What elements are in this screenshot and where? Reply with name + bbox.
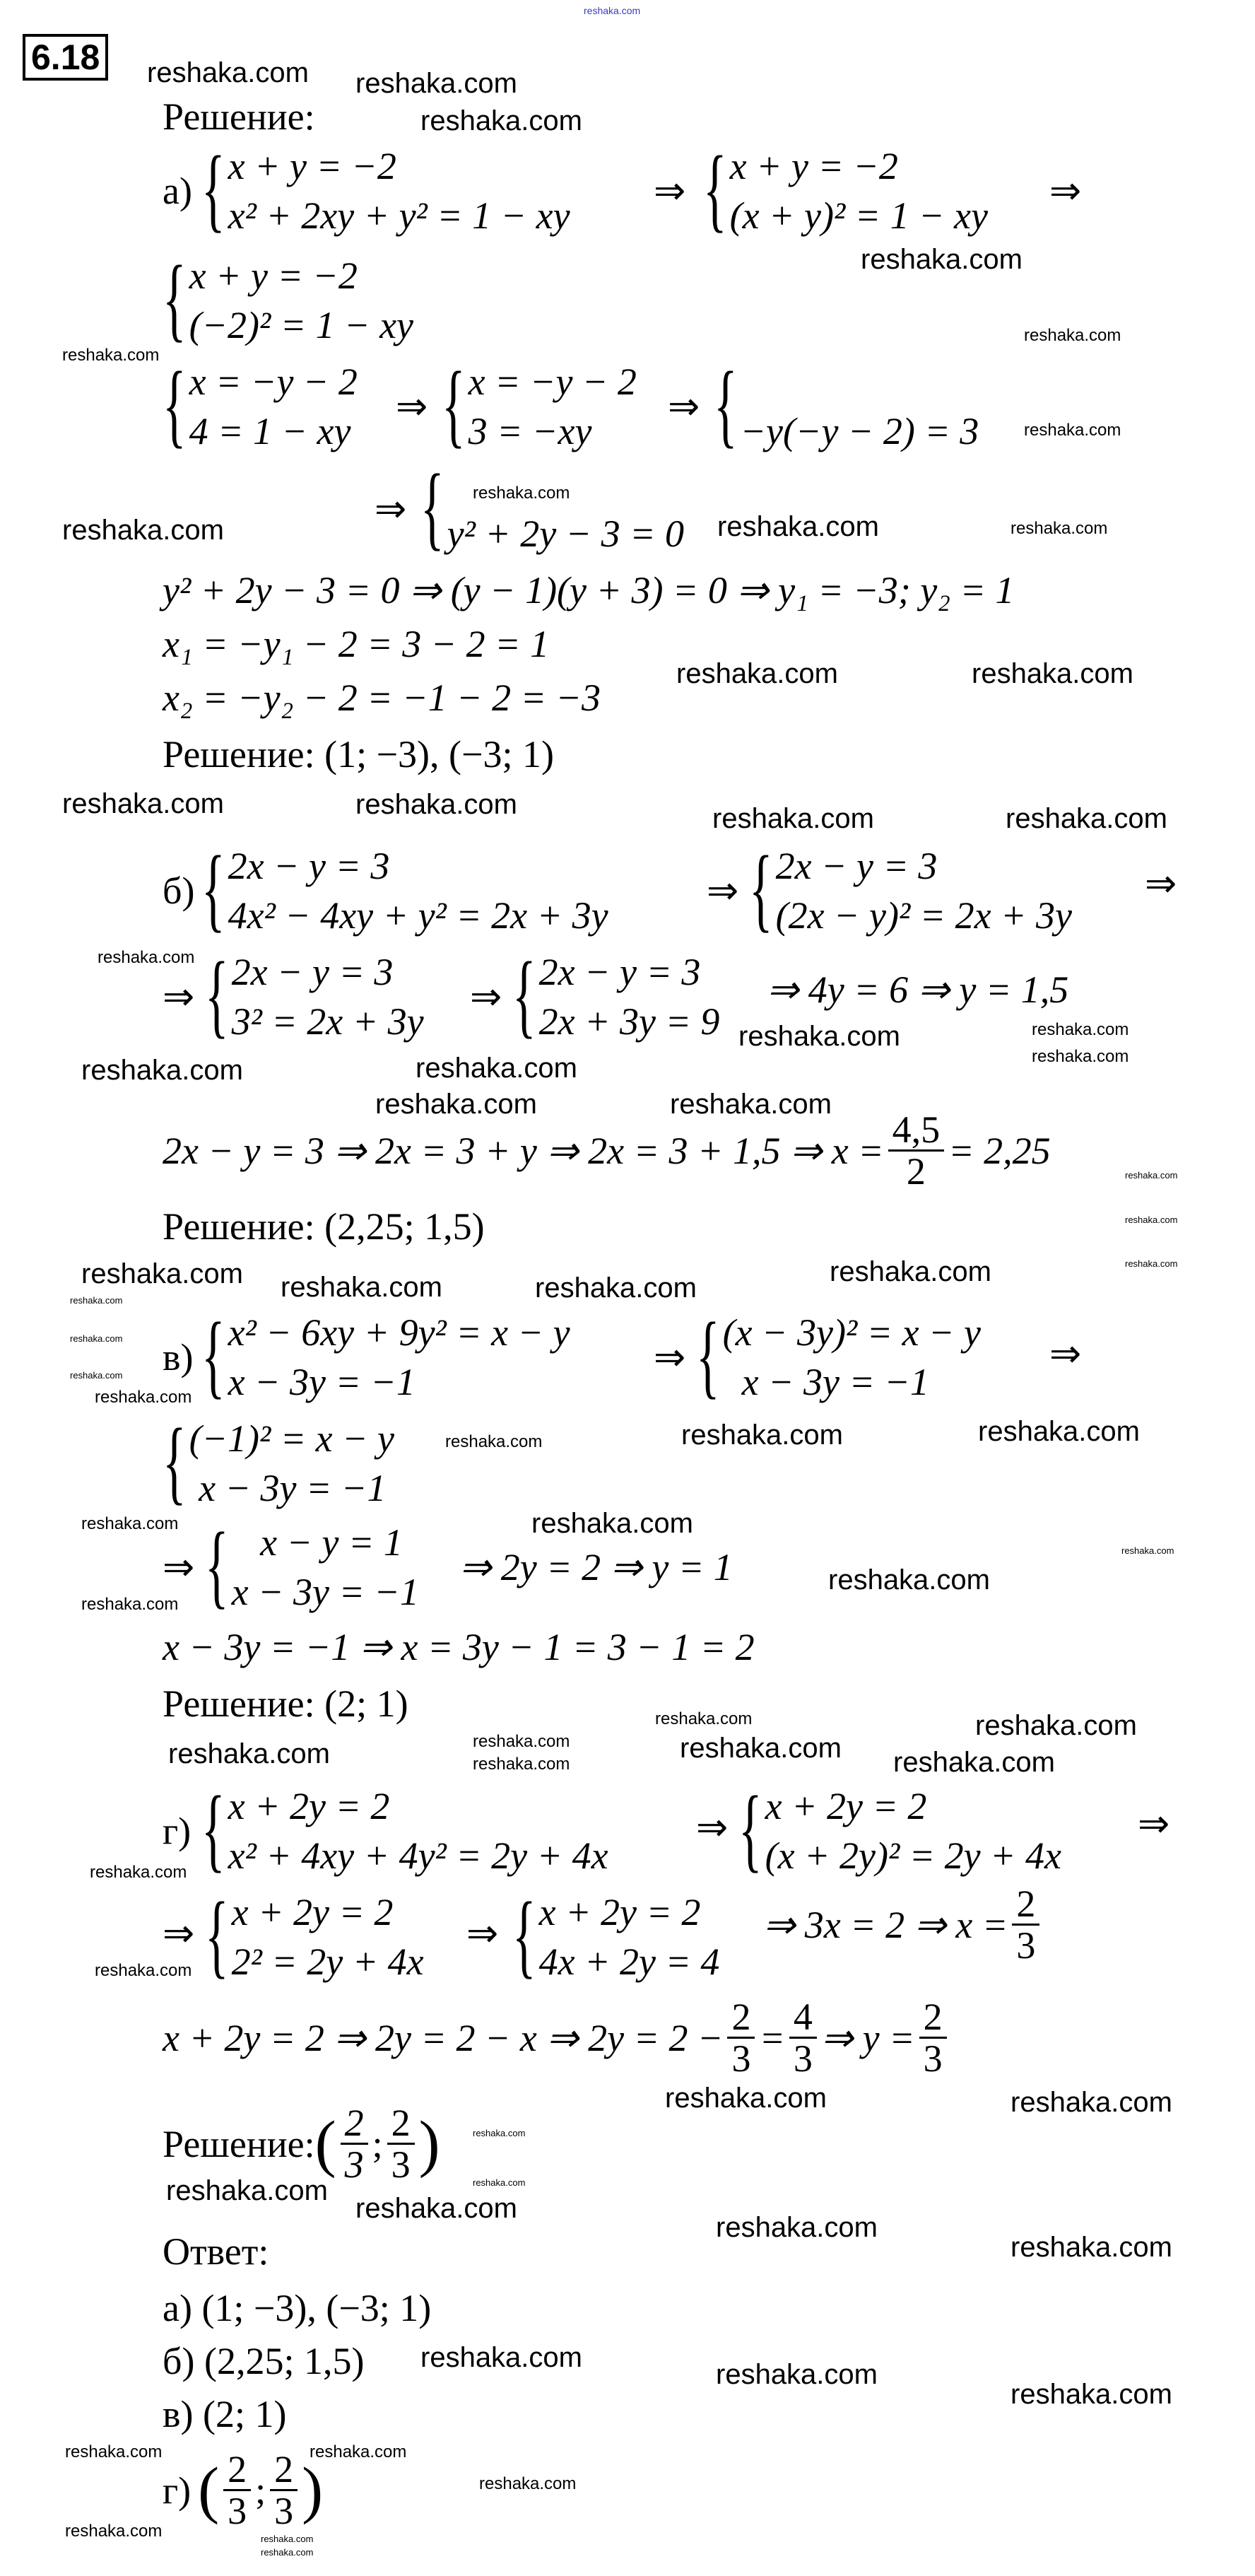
part-a-system-7	[420, 456, 685, 561]
watermark: reshaka.com	[716, 2359, 878, 2390]
equation: x + 2y = 2	[228, 1785, 390, 1827]
watermark: reshaka.com	[893, 1747, 1055, 1778]
denominator: 3	[1016, 1924, 1036, 1967]
problem-number: 6.18	[23, 34, 108, 81]
equation: x − 3y = −1	[189, 1467, 387, 1509]
brace-icon: {	[201, 1778, 225, 1883]
implies-arrow: ⇒	[668, 385, 700, 428]
equation: x − 3y = −1	[228, 1361, 416, 1403]
expression: x + 2y = 2 ⇒ 2y = 2 − x ⇒ 2y = 2 −	[163, 2016, 724, 2059]
brace-icon: {	[201, 1304, 225, 1409]
watermark: reshaka.com	[670, 1089, 832, 1120]
solution-heading: Решение:	[163, 95, 315, 138]
watermark: reshaka.com	[978, 1416, 1140, 1447]
part-b-system-3	[205, 944, 424, 1048]
part-g-label: г)	[163, 1810, 192, 1852]
watermark: reshaka.com	[281, 1272, 442, 1303]
paren: (	[198, 2454, 220, 2525]
watermark: reshaka.com	[1011, 2232, 1172, 2263]
implies-arrow: ⇒	[1049, 1333, 1082, 1375]
part-b-result: Решение: (2,25; 1,5)	[163, 1205, 485, 1248]
part-a-system-3	[163, 247, 414, 352]
equation: 3 = −xy	[468, 410, 592, 452]
part-b-system-1	[201, 838, 608, 942]
watermark: reshaka.com	[1125, 1170, 1178, 1181]
equation: x² + 4xy + 4y² = 2y + 4x	[228, 1834, 608, 1877]
fraction	[387, 2103, 415, 2184]
separator: ;	[255, 2469, 266, 2512]
fraction	[1012, 1884, 1039, 1965]
watermark: reshaka.com	[1032, 1020, 1129, 1039]
equation: (x + 2y)² = 2y + 4x	[765, 1834, 1061, 1877]
watermark: reshaka.com	[738, 1021, 900, 1052]
watermark: reshaka.com	[310, 2442, 407, 2461]
brace-icon: {	[442, 353, 466, 458]
brace-icon: {	[163, 247, 187, 352]
watermark: reshaka.com	[473, 484, 570, 503]
part-v-system-1	[201, 1304, 570, 1409]
part-a-result: Решение: (1; −3), (−3; 1)	[163, 733, 554, 775]
part-g-line-1	[163, 1997, 951, 2078]
equation: 2x − y = 3	[538, 951, 701, 993]
part-v-line-1: x − 3y = −1 ⇒ x = 3y − 1 = 3 − 1 = 2	[163, 1626, 755, 1668]
watermark: reshaka.com	[1121, 1545, 1174, 1556]
denominator: 3	[731, 2037, 751, 2080]
equation: x − 3y = −1	[722, 1361, 929, 1403]
watermark: reshaka.com	[70, 1333, 123, 1344]
result-label: Решение:	[163, 2122, 315, 2165]
watermark: reshaka.com	[1125, 1258, 1178, 1269]
numerator: 2	[919, 1997, 947, 2039]
equation: 2x − y = 3	[228, 845, 390, 887]
watermark[interactable]: reshaka.com	[584, 5, 641, 16]
watermark: reshaka.com	[717, 511, 879, 542]
equation: 4x² − 4xy + y² = 2x + 3y	[228, 894, 608, 937]
watermark: reshaka.com	[81, 1514, 179, 1533]
watermark: reshaka.com	[355, 68, 517, 99]
numerator: 4,5	[888, 1110, 945, 1152]
equation: x = −y − 2	[189, 361, 358, 403]
brace-icon: {	[696, 1304, 720, 1409]
part-v-system-3	[163, 1410, 395, 1515]
implies-arrow: ⇒	[1145, 862, 1177, 905]
brace-icon: {	[201, 138, 225, 242]
equation: x + y = −2	[729, 145, 898, 187]
watermark: reshaka.com	[828, 1564, 990, 1596]
equation: x + 2y = 2	[538, 1891, 701, 1933]
answer-b: б) (2,25; 1,5)	[163, 2340, 365, 2382]
brace-icon: {	[420, 456, 444, 561]
watermark: reshaka.com	[1011, 519, 1108, 538]
watermark: reshaka.com	[665, 2083, 827, 2114]
watermark: reshaka.com	[81, 1258, 243, 1289]
implies-arrow: ⇒	[696, 1806, 729, 1849]
brace-icon: {	[205, 944, 229, 1048]
part-a-system-4	[163, 353, 358, 458]
implies-arrow: ⇒	[654, 170, 686, 212]
equation: x + 2y = 2	[231, 1891, 394, 1933]
part-g-tail	[763, 1884, 1044, 1965]
watermark: reshaka.com	[147, 57, 309, 88]
part-a-line-2: x₁ = −y₁ − 2 = 3 − 2 = 1	[163, 623, 550, 665]
implies-arrow: ⇒	[654, 1336, 686, 1378]
implies-arrow: ⇒	[396, 385, 428, 428]
watermark: reshaka.com	[375, 1089, 537, 1120]
part-g-system-1	[201, 1778, 608, 1883]
part-a-system-1	[201, 138, 570, 242]
watermark: reshaka.com	[420, 105, 582, 136]
equation: x − y = 1	[231, 1521, 403, 1564]
fraction	[789, 1997, 817, 2078]
brace-icon: {	[205, 1884, 229, 1989]
watermark: reshaka.com	[1011, 2087, 1172, 2118]
answer-heading: Ответ:	[163, 2230, 269, 2273]
paren: )	[302, 2454, 324, 2525]
watermark: reshaka.com	[90, 1863, 187, 1882]
equation: 4 = 1 − xy	[189, 410, 351, 452]
watermark: reshaka.com	[355, 789, 517, 820]
watermark: reshaka.com	[81, 1055, 243, 1086]
equation: x = −y − 2	[468, 361, 637, 403]
watermark: reshaka.com	[473, 1732, 570, 1751]
watermark: reshaka.com	[62, 515, 224, 546]
watermark: reshaka.com	[261, 2534, 314, 2544]
equation: 4x + 2y = 4	[538, 1940, 720, 1983]
part-a-system-2	[703, 138, 988, 242]
watermark: reshaka.com	[70, 1370, 123, 1381]
watermark: reshaka.com	[1024, 326, 1121, 345]
fraction	[727, 1997, 755, 2078]
equation: x + y = −2	[189, 254, 358, 297]
implies-arrow: ⇒	[707, 870, 739, 912]
answer-v: в) (2; 1)	[163, 2393, 287, 2435]
watermark: reshaka.com	[1011, 2379, 1172, 2410]
watermark: reshaka.com	[473, 2177, 526, 2188]
paren: (	[314, 2108, 336, 2179]
watermark: reshaka.com	[261, 2547, 314, 2558]
fraction	[270, 2449, 297, 2531]
numerator: 2	[727, 1997, 755, 2039]
part-b-label: б)	[163, 870, 195, 912]
brace-icon: {	[163, 353, 187, 458]
part-g-system-3	[205, 1884, 424, 1989]
brace-icon: {	[512, 944, 536, 1048]
brace-icon: {	[163, 1410, 187, 1515]
part-g-system-2	[738, 1778, 1061, 1883]
numerator: 2	[387, 2103, 415, 2145]
part-a-label: а)	[163, 170, 192, 212]
watermark: reshaka.com	[830, 1256, 991, 1287]
answer-a: а) (1; −3), (−3; 1)	[163, 2287, 432, 2329]
expression: ⇒ y =	[820, 2016, 915, 2059]
watermark: reshaka.com	[65, 2442, 163, 2461]
brace-icon: {	[749, 838, 773, 942]
equation: 2x − y = 3	[231, 951, 394, 993]
numerator: 2	[341, 2103, 368, 2145]
denominator: 3	[793, 2037, 813, 2080]
equation: 2² = 2y + 4x	[231, 1940, 424, 1983]
watermark: reshaka.com	[479, 2474, 577, 2493]
denominator: 3	[274, 2490, 294, 2532]
watermark: reshaka.com	[681, 1419, 843, 1451]
part-a-system-6	[714, 353, 979, 458]
fraction	[223, 2449, 251, 2531]
watermark: reshaka.com	[975, 1710, 1137, 1741]
watermark: reshaka.com	[1125, 1214, 1178, 1225]
equation: 2x + 3y = 9	[538, 1000, 720, 1043]
equation: (x − 3y)² = x − y	[722, 1311, 981, 1354]
answer-g	[163, 2449, 323, 2531]
part-a-line-3: x₂ = −y₂ − 2 = −1 − 2 = −3	[163, 677, 601, 719]
equation: x² + 2xy + y² = 1 − xy	[228, 194, 570, 237]
part-v-result: Решение: (2; 1)	[163, 1682, 408, 1725]
numerator: 2	[270, 2449, 297, 2491]
brace-icon: {	[205, 1514, 229, 1619]
answer-label: г)	[163, 2469, 192, 2512]
part-b-system-2	[749, 838, 1072, 942]
brace-icon: {	[201, 838, 225, 942]
fraction	[341, 2103, 368, 2184]
denominator: 3	[923, 2037, 943, 2080]
denominator: 3	[228, 2490, 247, 2532]
brace-icon: {	[738, 1778, 762, 1883]
implies-arrow: ⇒	[470, 976, 502, 1018]
watermark: reshaka.com	[168, 1738, 330, 1769]
separator: ;	[372, 2122, 383, 2165]
equation: x + 2y = 2	[765, 1785, 927, 1827]
watermark: reshaka.com	[70, 1295, 123, 1306]
part-a-system-5	[442, 353, 637, 458]
watermark: reshaka.com	[62, 346, 160, 365]
implies-arrow: ⇒	[466, 1912, 499, 1955]
part-v-label: в)	[163, 1336, 194, 1378]
brace-icon: {	[703, 138, 727, 242]
watermark: reshaka.com	[712, 803, 874, 834]
watermark: reshaka.com	[62, 788, 224, 819]
watermark: reshaka.com	[166, 2175, 328, 2206]
equation: y² + 2y − 3 = 0	[447, 513, 685, 555]
watermark: reshaka.com	[1024, 421, 1121, 440]
watermark: reshaka.com	[473, 2128, 526, 2138]
equation: (−2)² = 1 − xy	[189, 304, 414, 346]
brace-icon: {	[714, 353, 738, 458]
numerator: 2	[1012, 1884, 1039, 1926]
expression: = 2,25	[948, 1129, 1051, 1172]
watermark: reshaka.com	[716, 2212, 878, 2243]
watermark: reshaka.com	[420, 2342, 582, 2373]
part-v-tail: ⇒ 2y = 2 ⇒ y = 1	[459, 1546, 733, 1588]
numerator: 2	[223, 2449, 251, 2491]
watermark: reshaka.com	[81, 1595, 179, 1614]
watermark: reshaka.com	[416, 1053, 577, 1084]
watermark: reshaka.com	[535, 1272, 697, 1304]
part-a-line-1: y² + 2y − 3 = 0 ⇒ (y − 1)(y + 3) = 0 ⇒ y₁ = −3; y₂ = 1	[163, 569, 1015, 611]
part-b-system-4	[512, 944, 720, 1048]
denominator: 3	[344, 2143, 364, 2186]
part-b-tail: ⇒ 4y = 6 ⇒ y = 1,5	[767, 968, 1069, 1011]
equation: x − 3y = −1	[231, 1571, 419, 1613]
equation: (x + y)² = 1 − xy	[729, 194, 988, 237]
part-g-system-4	[512, 1884, 720, 1989]
fraction	[919, 1997, 947, 2078]
watermark: reshaka.com	[972, 658, 1133, 689]
numerator: 4	[789, 1997, 817, 2039]
watermark: reshaka.com	[861, 244, 1023, 275]
watermark: reshaka.com	[355, 2193, 517, 2224]
watermark: reshaka.com	[445, 1432, 543, 1451]
equation: (2x − y)² = 2x + 3y	[775, 894, 1072, 937]
watermark: reshaka.com	[531, 1508, 693, 1539]
equation: x + y = −2	[228, 145, 396, 187]
part-b-line-1	[163, 1110, 1051, 1191]
equation: (−1)² = x − y	[189, 1417, 395, 1460]
expression: =	[759, 2016, 785, 2059]
implies-arrow: ⇒	[1138, 1803, 1170, 1845]
implies-arrow: ⇒	[375, 488, 407, 530]
implies-arrow: ⇒	[163, 976, 195, 1018]
expression: 2x − y = 3 ⇒ 2x = 3 + y ⇒ 2x = 3 + 1,5 ⇒ x =	[163, 1129, 884, 1172]
expression: ⇒ 3x = 2 ⇒ x =	[763, 1903, 1008, 1946]
watermark: reshaka.com	[473, 1755, 570, 1774]
equation: x² − 6xy + 9y² = x − y	[228, 1311, 570, 1354]
denominator: 2	[906, 1150, 926, 1193]
implies-arrow: ⇒	[163, 1912, 195, 1955]
equation: 2x − y = 3	[775, 845, 938, 887]
implies-arrow: ⇒	[163, 1546, 195, 1588]
watermark: reshaka.com	[65, 2522, 163, 2541]
equation: −y(−y − 2) = 3	[740, 410, 979, 452]
watermark: reshaka.com	[655, 1709, 753, 1728]
equation	[741, 357, 979, 406]
watermark: reshaka.com	[680, 1733, 842, 1764]
watermark: reshaka.com	[95, 1388, 192, 1407]
part-g-result	[163, 2103, 440, 2184]
watermark: reshaka.com	[98, 948, 195, 967]
part-v-system-2	[696, 1304, 981, 1409]
brace-icon: {	[512, 1884, 536, 1989]
fraction	[888, 1110, 945, 1191]
part-v-system-4	[205, 1514, 419, 1619]
watermark: reshaka.com	[1032, 1047, 1129, 1066]
watermark: reshaka.com	[676, 658, 838, 689]
implies-arrow: ⇒	[1049, 170, 1082, 212]
denominator: 3	[391, 2143, 411, 2186]
paren: )	[418, 2108, 440, 2179]
watermark: reshaka.com	[95, 1961, 192, 1980]
equation: 3² = 2x + 3y	[231, 1000, 424, 1043]
watermark: reshaka.com	[1006, 803, 1167, 834]
